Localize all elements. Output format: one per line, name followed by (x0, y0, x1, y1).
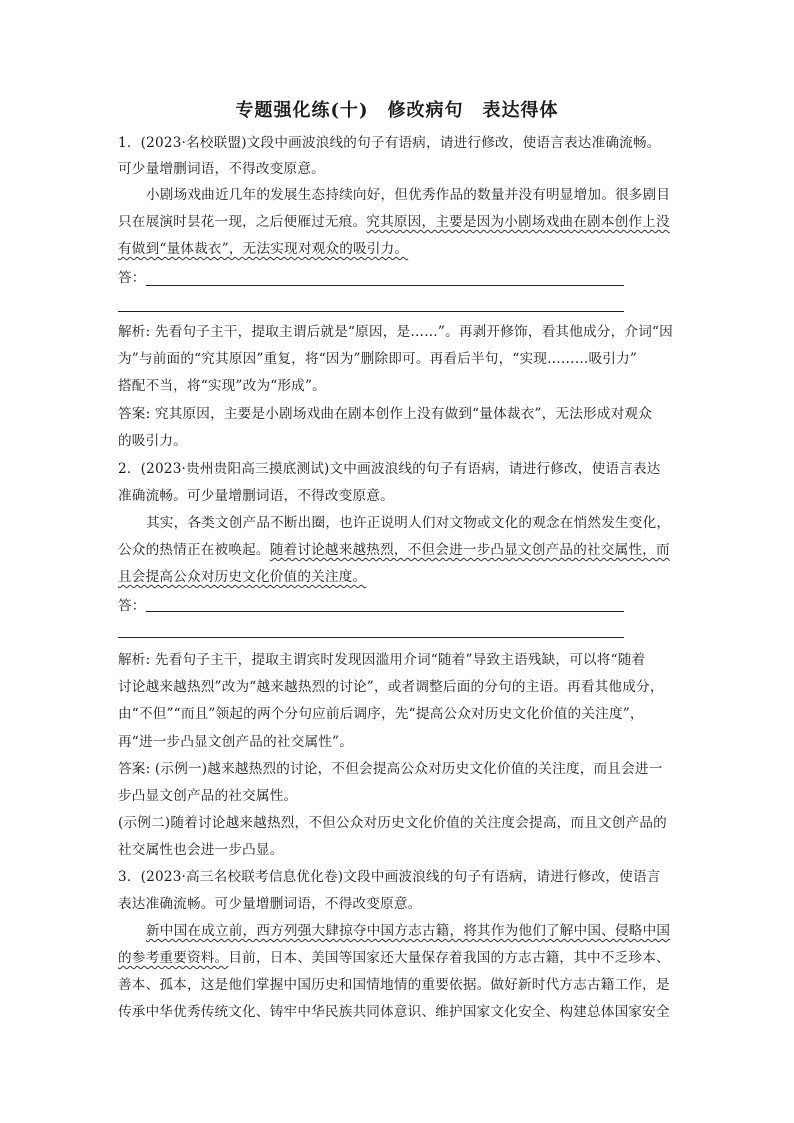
q1-analysis-line-2: 为”与前面的“究其原因”重复，将“因为”删除即可。再看后半句，“实现………吸引力” (118, 351, 638, 367)
q2-analysis-line-1 (118, 651, 678, 669)
q1-passage-text: 只在展演时昙花一现，之后便雁过无痕。 (118, 214, 367, 230)
q2-passage-line-2 (118, 541, 678, 559)
q2-key-line-3: (示例二)随着讨论越来越热烈，不但公众对历史文化价值的关注度会提高，而且文创产品的 (118, 815, 667, 831)
q3-prompt-line-2: 表达准确流畅。可少量增删词语，不得改变原意。 (118, 896, 422, 912)
q1-passage-line-2 (118, 213, 678, 231)
q1-analysis-line-3: 搭配不当，将“实现”改为“形成”。 (118, 378, 326, 394)
q3-passage-line-3: 善本、孤本，这是他们掌握中国历史和国情地情的重要依据。做好新时代方志古籍工作，是 (118, 977, 670, 993)
q2-prompt-line-2: 准确流畅。可少量增删词语，不得改变原意。 (118, 488, 394, 504)
q1-passage-line-1: 小剧场戏曲近几年的发展生态持续向好，但优秀作品的数量并没有明显增加。很多剧目 (146, 187, 671, 203)
q2-answer-line-1[interactable] (146, 611, 624, 612)
q1-analysis-text: 先看句子主干，提取主谓后就是“原因，是……”。再剥开修饰，看其他成分，介词“因 (154, 324, 673, 340)
q1-key-line-1 (118, 405, 678, 423)
q2-analysis-line-2: 讨论越来越热烈”改为“越来越热烈的讨论”，或者调整后面的分句的主语。再看其他成分， (118, 679, 664, 695)
q1-passage-line-3 (118, 240, 678, 258)
q2-answer-label: 答： (118, 598, 146, 614)
key-label: 答案: (118, 406, 151, 422)
q1-answer-line-1[interactable] (146, 285, 624, 286)
q2-wavy-sentence: 随着讨论越来越热烈，不但会进一步凸显文创产品的社交属性，而 (269, 542, 670, 558)
q3-wavy-sentence: 新中国在成立前，西方列强大肆掠夺中国方志古籍，将其作为他们了解中国、侵略中国 (146, 923, 671, 939)
q3-prompt-line-1: 3．(2023·高三名校联考信息优化卷)文段中画波浪线的句子有语病，请进行修改，使语言 (118, 869, 661, 885)
q3-passage-line-1 (146, 922, 706, 940)
q2-key-line-4: 社交属性也会进一步凸显。 (118, 842, 284, 858)
analysis-label: 解析: (118, 652, 151, 668)
q1-analysis-line-1 (118, 323, 678, 341)
q1-prompt-line-2: 可少量增删词语，不得改变原意。 (118, 161, 325, 177)
page-title: 专题强化练(十) 修改病句 表达得体 (235, 100, 559, 121)
q1-key-text: 究其原因，主要是小剧场戏曲在剧本创作上没有做到“量体裁衣”，无法形成对观众 (154, 406, 652, 422)
q3-wavy-sentence-cont: 的参考重要资料。 (118, 950, 229, 966)
q2-wavy-sentence-cont: 且会提高公众对历史文化价值的关注度。 (118, 569, 367, 585)
q2-passage-line-1: 其实，各类文创产品不断出圈，也许正说明人们对文物或文化的观念在悄然发生变化， (146, 515, 671, 531)
q2-key-line-2: 步凸显文创产品的社交属性。 (118, 788, 298, 804)
q2-key-text: (示例一)越来越热烈的讨论，不但会提高公众对历史文化价值的关注度，而且会进一 (154, 761, 663, 777)
q1-prompt-line-1: 1．(2023·名校联盟)文段中画波浪线的句子有语病，请进行修改，使语言表达准确流畅。 (118, 135, 661, 151)
q1-answer-label: 答： (118, 270, 146, 286)
q1-wavy-sentence: 究其原因，主要是因为小剧场戏曲在剧本创作上没 (366, 214, 670, 230)
q3-passage-text: 目前，日本、美国等国家还大量保存着我国的方志古籍，其中不乏珍本、 (228, 950, 670, 966)
q2-analysis-text: 先看句子主干，提取主谓宾时发现因滥用介词“随着”导致主语残缺，可以将“随着 (154, 652, 646, 668)
key-label: 答案: (118, 761, 151, 777)
q2-analysis-line-3: 由“不但”“而且”领起的两个分句应前后调序，先“提高公众对历史文化价值的关注度”， (118, 706, 644, 722)
q1-key-line-2: 的吸引力。 (118, 433, 187, 449)
q2-passage-line-3 (118, 568, 678, 586)
q1-wavy-sentence-cont: 有做到“量体裁衣”，无法实现对观众的吸引力。 (118, 241, 409, 257)
q2-key-line-1 (118, 760, 678, 778)
q1-answer-line-2[interactable] (118, 311, 624, 312)
q2-prompt-line-1: 2．(2023·贵州贵阳高三摸底测试)文中画波浪线的句子有语病，请进行修改，使语言表达 (118, 461, 661, 477)
q2-passage-text: 公众的热情正在被唤起。 (118, 542, 270, 558)
q3-passage-line-4: 传承中华优秀传统文化、铸牢中华民族共同体意识、维护国家文化安全、构建总体国家安全 (118, 1004, 670, 1020)
analysis-label: 解析: (118, 324, 151, 340)
q3-passage-line-2 (118, 949, 678, 967)
q2-analysis-line-4: 再“进一步凸显文创产品的社交属性”。 (118, 734, 353, 750)
q2-answer-line-2[interactable] (118, 637, 624, 638)
